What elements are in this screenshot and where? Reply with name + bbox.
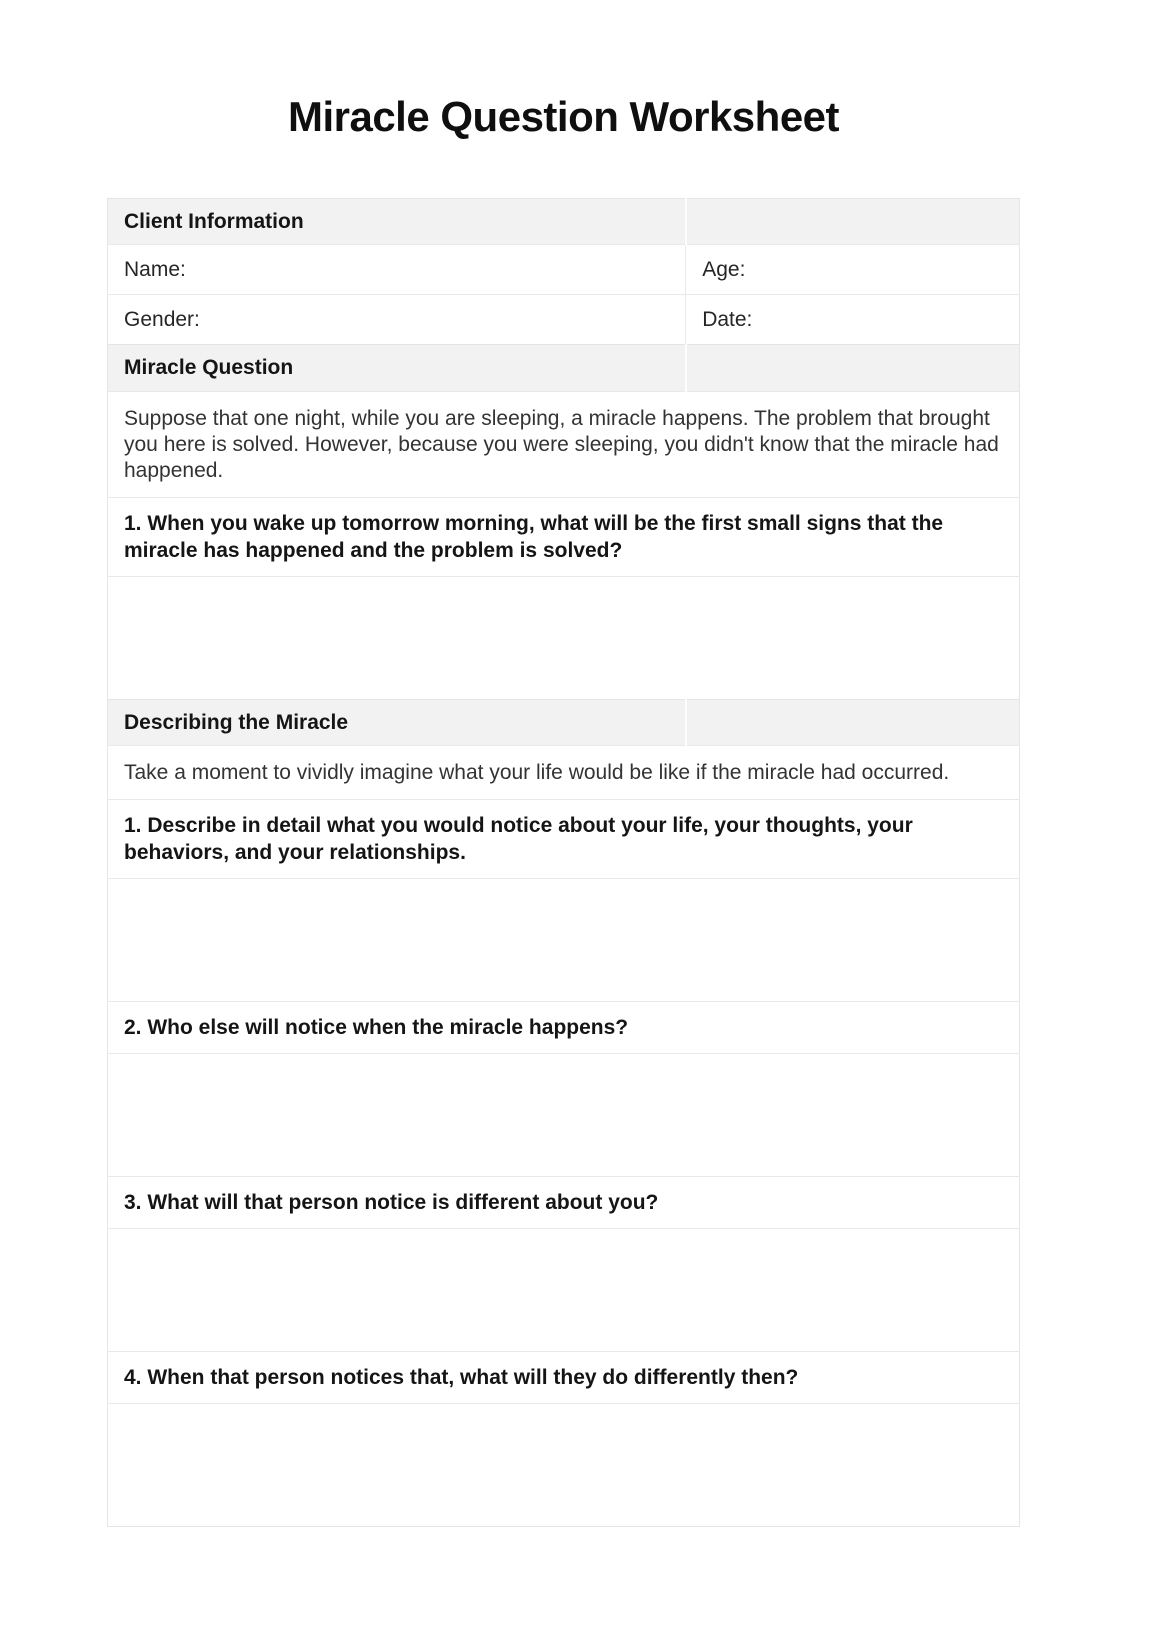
age-field-cell[interactable] [686,245,1020,295]
worksheet-table-container [107,198,1020,1527]
miracle-question-intro-text: Suppose that one night, while you are sleeping, a miracle happens. The problem that brought you here is solved. However, because you were sleeping, you didn't know that the miracle had happened. [108,391,1020,497]
dm-answer-1-area[interactable] [108,879,1020,1002]
worksheet-table [107,198,1020,1527]
describing-miracle-intro-row [108,745,1020,799]
dm-question-2-row [108,1002,1020,1054]
dm-question-1: 1. Describe in detail what you would notice about your life, your thoughts, your behaviors, and your relationships. [108,799,1020,878]
client-information-header-spacer [686,199,1020,245]
mq-question-1-row [108,497,1020,576]
name-age-row [108,245,1020,295]
miracle-question-intro-row [108,391,1020,497]
page-title: Miracle Question Worksheet [287,93,840,140]
dm-question-4-row [108,1352,1020,1404]
gender-label: Gender: [124,308,200,332]
gender-field-cell[interactable] [108,295,686,345]
name-label: Name: [124,258,186,282]
dm-answer-3-area[interactable] [108,1229,1020,1352]
mq-question-1: 1. When you wake up tomorrow morning, what will be the first small signs that the miracle has happened and the problem is solved? [108,497,1020,576]
name-field-cell[interactable] [108,245,686,295]
gender-date-row [108,295,1020,345]
dm-answer-4-row [108,1404,1020,1527]
dm-question-1-row [108,799,1020,878]
date-field-cell[interactable] [686,295,1020,345]
dm-question-3-row [108,1177,1020,1229]
describing-miracle-header: Describing the Miracle [108,699,686,745]
dm-question-2: 2. Who else will notice when the miracle happens? [108,1002,1020,1054]
dm-question-3: 3. What will that person notice is different about you? [108,1177,1020,1229]
mq-answer-1-row [108,576,1020,699]
dm-answer-2-area[interactable] [108,1054,1020,1177]
date-label: Date: [702,308,753,332]
dm-answer-2-row [108,1054,1020,1177]
client-information-header: Client Information [108,199,686,245]
describing-miracle-intro-text: Take a moment to vividly imagine what your life would be like if the miracle had occurred. [108,745,1020,799]
dm-answer-3-row [108,1229,1020,1352]
describing-miracle-header-spacer [686,699,1020,745]
client-information-header-row [108,199,1020,245]
dm-question-4: 4. When that person notices that, what will they do differently then? [108,1352,1020,1404]
dm-answer-4-area[interactable] [108,1404,1020,1527]
miracle-question-header-row [108,345,1020,391]
dm-answer-1-row [108,879,1020,1002]
miracle-question-header-spacer [686,345,1020,391]
age-label: Age: [702,258,746,282]
describing-miracle-header-row [108,699,1020,745]
miracle-question-header: Miracle Question [108,345,686,391]
mq-answer-1-area[interactable] [108,576,1020,699]
